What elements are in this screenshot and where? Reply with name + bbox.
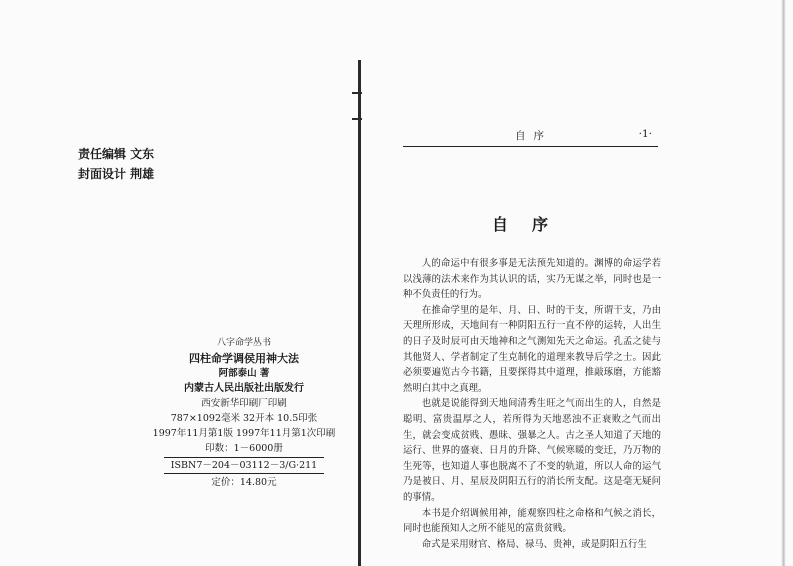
left-page [0,0,362,566]
paragraph: 命式是采用财官、格局、禄马、贵神，或是阴阳五行生 [421,538,647,550]
paragraph: 也就是说能得到天地间清秀生旺之气而出生的人，自然是聪明、富贵温厚之人，若所得为天地恶浊不正衰败之气而出生，就会变成贫贱、愚昧、强暴之人。古之圣人知道了天地的运行、世界的盛衰、日月的升降、气候寒暖的变迁，乃万物的生死等，也知道人事也脱离不了不变的轨道，所以人命的运气乃是被日、月、星辰及阴阳五行的消长所支配。这是毫无疑问的事情。 [403,398,661,503]
running-head-title: 自序 [515,130,552,142]
body-text [403,256,661,552]
publisher: 内蒙古人民出版社出版发行 [184,383,304,394]
book-author: 阿部泰山 著 [218,368,270,379]
series-name: 八字命学丛书 [216,338,271,348]
editor-credit: 责任编辑 文东 [78,147,155,161]
running-head [403,128,658,147]
chapter-title: 自序 [491,215,572,234]
credits [78,144,154,184]
print-run: 印数：1－6000册 [205,443,283,454]
copyright-imprint [150,336,338,490]
page-edge-shadow [781,0,786,566]
spine-mark [352,118,362,120]
isbn: ISBN7－204－03112－3/G·211 [164,457,324,474]
page-number: ·1· [638,128,652,140]
book-title: 四柱命学调侯用神大法 [189,352,299,365]
paragraph: 人的命运中有很多事是无法预先知道的。渊博的命运学若以浅薄的法术来作为其认识的话，实乃无谋之举，同时也是一种不负责任的行为。 [403,258,661,301]
spine-mark [352,92,362,94]
paragraph: 本书是介绍调候用神，能观察四柱之命格和气候之消长，同时也能预知人之所不能见的富贵贫贱。 [403,507,661,535]
format-spec: 787×1092毫米 32开本 10.5印张 [170,413,318,424]
paragraph: 在推命学里的是年、月、日、时的干支，所谓干支，乃由天理所形成，天地间有一种阴阳五行一直不停的运转，人出生的日子及时辰可由天地神和之气测知先天之命运。孔孟之徒与其他贤人、学者制定了生克制化的道理来教导后学之士。因此必须要遍览古今书籍，且要探得其中道理，推敲琢磨，方能豁然明白其中之真理。 [403,304,661,394]
edition-info: 1997年11月第1版 1997年11月第1次印刷 [152,428,336,439]
book-spine-shadow [358,60,361,566]
cover-design-credit: 封面设计 荆雄 [78,167,155,181]
printer: 西安新华印刷厂印刷 [201,398,287,409]
price: 定价：14.80元 [211,477,277,488]
